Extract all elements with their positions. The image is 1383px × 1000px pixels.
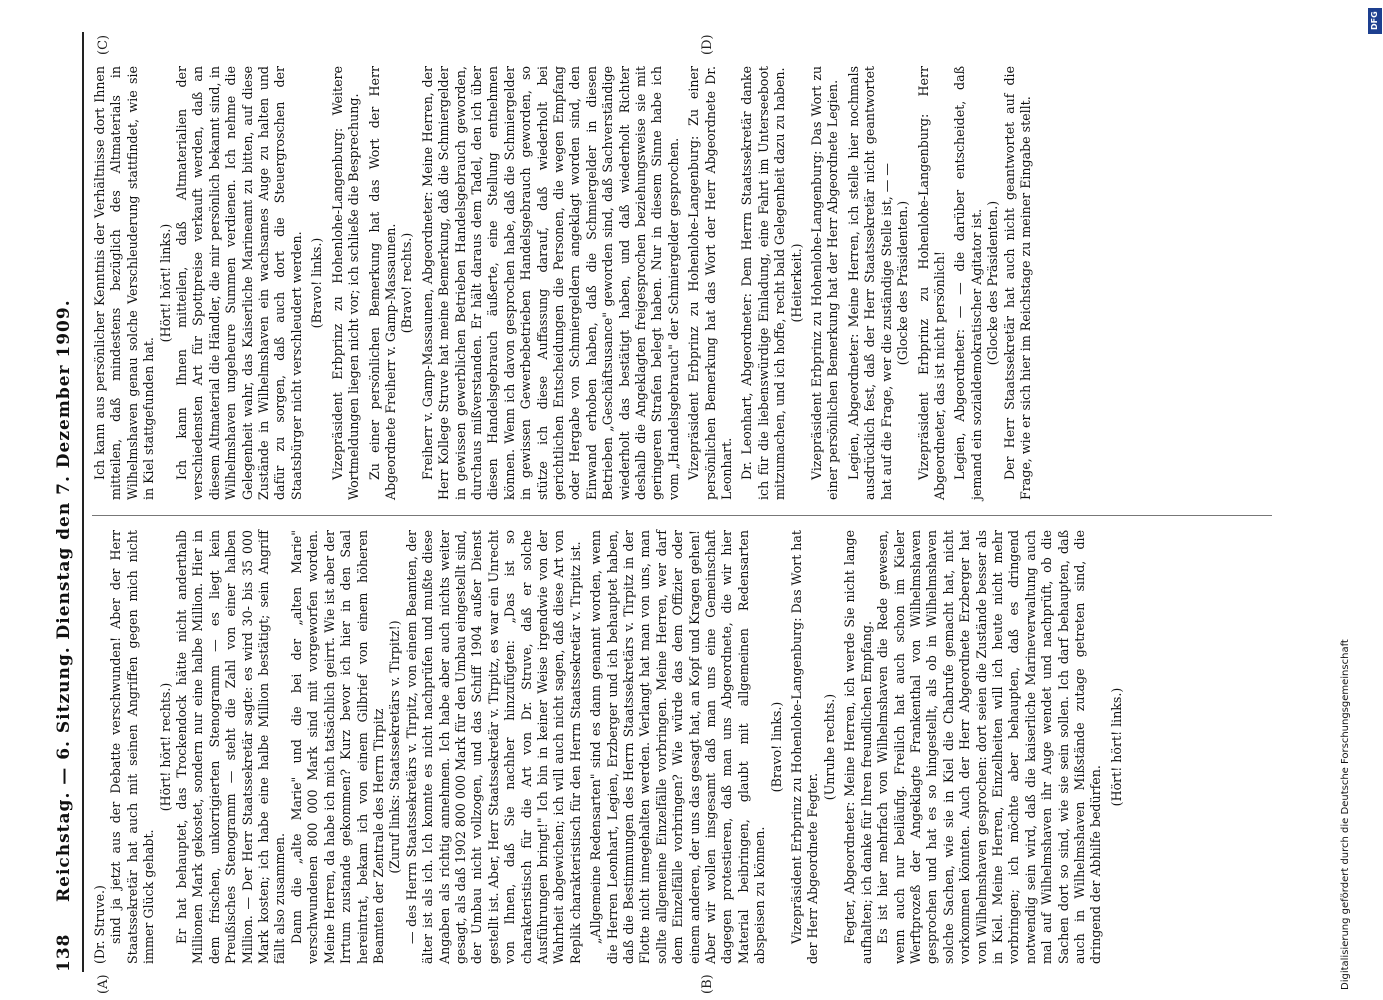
- speaker-paragraph: Vizepräsident Erbprinz zu Hohenlohe-Langenburg: Zu einer persönlichen Bemerkung hat das Wort der Herr Abgeordnete Dr. Leonhart.: [686, 66, 735, 500]
- side-notice: [1340, 20, 1355, 990]
- speaker-paragraph: Legien, Abgeordneter: — — die darüber entscheidet, daß jemand ein sozialdemokratischer Agitator ist.: [952, 66, 984, 500]
- interjection: (Bravo! links.): [309, 237, 325, 329]
- text-column-right: [92, 66, 1272, 500]
- page-title: Reichstag. — 6. Sitzung. Dienstag den 7. Dezember 1909.: [54, 299, 74, 902]
- interjection: (Glocke des Präsidenten.): [895, 200, 911, 366]
- interjection: (Hört! hört! links.): [1108, 687, 1124, 807]
- speaker-paragraph: Freiherr v. Gamp-Massaunen, Abgeordneter: Meine Herren, der Herr Kollege Struve hat meine Bemerkung, daß die Schmiergelder in gewissen gewerblichen Betrieben Handelsgebrauch geworden, durchaus mißverstanden. Er hält daraus dem Tadel, den ich über diesen Handelsgebrauch äußerte, eine Stellung entnehmen können. Wenn ich davon gesprochen habe, daß die Schmiergelder in gewissen Gewerbebetrieben Handelsgebrauch geworden, so stütze ich diese Auffassung darauf, daß wiederholt bei gerichtlichen Entscheidungen die Personen, die wegen Empfang oder Hergabe von Schmiergeldern angeklagt worden sind, den Einwand erhoben haben, daß die Schmiergelder in diesen Betrieben „Geschäftsusance" geworden sind, daß Sachverständige wiederholt das bestätigt haben, und daß wiederholt Richter deshalb die Angeklagten freigesprochen beziehungsweise sie mit geringeren Strafen belegt haben. Nur in diesem Sinne habe ich vom „Handelsgebrauch" der Schmiergelder gesprochen.: [419, 66, 681, 500]
- paragraph: „Allgemeine Redensarten" sind es dann genannt worden, wenn die Herren Leonhart, Legien, Erzberger und ich behauptet haben, daß die Bestimmungen des Herrn Staatssekretärs v. Tirpitz in der Flotte nicht innegehalten werden. Verlangt hat man von uns, man sollte allgemeine Einzelfälle vorbringen. Meine Herren, wer darf dem Einzelfälle vorbringen? Wie würde das dem Offizier oder einem anderen, der uns das gesagt hat, an Kopf und Kragen gehen! Aber wir wollen insgesamt daß man uns eine Gemeinschaft dagegen protestieren, daß man uns Abgeordnete, die wir hier Material beibringen, glaubt mit allgemeinen Redensarten abspeisen zu können.: [588, 530, 768, 964]
- speaker-paragraph: Vizepräsident Erbprinz zu Hohenlohe-Langenburg: Das Wort zu einer persönlichen Bemerkung hat der Herr Abgeordnete Legien.: [809, 66, 841, 500]
- paragraph: — des Herrn Staatssekretärs v. Tirpitz, von einem Beamten, der älter ist als ich. Ich konnte es nicht nachprüfen und mußte diese Angaben als richtig annehmen. Ich habe aber auch nichts weiter gesagt, als daß 1902 800 000 Mark für den Umbau eingestellt sind, der Umbau nicht vollzogen, und das Schiff 1904 außer Dienst gestellt ist. Aber, Herr Staatssekretär v. Tirpitz, es war ein Unrecht von Ihnen, daß Sie nachher hinzufügten: „Das ist so charakteristisch für die Art von Dr. Struve, daß er solche Ausführungen bringt!" Ich bin in keiner Weise irgendwie von der Wahrheit abgewichen; ich will auch nicht sagen, daß diese Art von Replik charakteristisch für den Herrn Staatssekretär v. Tirpitz ist.: [403, 530, 583, 964]
- speaker-paragraph: Vizepräsident Erbprinz zu Hohenlohe-Langenburg: Weitere Wortmeldungen liegen nicht vor; ich schließe die Besprechung.: [329, 66, 362, 500]
- dfg-logo: DFG: [1368, 8, 1382, 34]
- interjection: (Bravo! rechts.): [399, 232, 415, 334]
- interjection: (Hört! hört! links.): [157, 223, 173, 343]
- side-notice-text: Digitalisierung gefördert durch die Deutsche Forschungsgemeinschaft: [1340, 639, 1351, 990]
- speaker-paragraph: Vizepräsident Erbprinz zu Hohenlohe-Langenburg: Das Wort hat der Herr Abgeordnete Fegter.: [789, 530, 821, 964]
- page-number: 138: [54, 933, 74, 972]
- page-header: [50, 32, 80, 972]
- paragraph: Ich kann aus persönlicher Kenntnis der Verhältnisse dort Ihnen mitteilen, daß mindestens bezüglich des Altmaterials in Wilhelmshaven genau solche Verschleuderung stattfindet, wie sie in Kiel stattgefunden hat.: [92, 66, 157, 500]
- paragraph: Zu einer persönlichen Bemerkung hat das Wort der Herr Abgeordnete Freiherr v. Gamp-Massaunen.: [366, 66, 398, 500]
- paragraph: (Dr. Struve.): [92, 885, 107, 964]
- speaker-paragraph: Fegter, Abgeordneter: Meine Herren, ich werde Sie nicht lange aufhalten; ich danke für Ihren freundlichen Empfang.: [842, 530, 874, 964]
- margin-mark-d: (D): [700, 34, 715, 55]
- paragraph: sind ja jetzt aus der Debatte verschwunden! Aber der Herr Staatssekretär hat auch mit seinen Angriffen gegen mich nicht immer Glück gehabt.: [108, 530, 157, 964]
- paragraph: Der Herr Staatssekretär hat auch nicht geantwortet auf die Frage, wie er sich hier im Reichstage zu meiner Eingabe stellt.: [1001, 66, 1033, 500]
- text-column-left: [92, 530, 1282, 964]
- interjection: (Glocke des Präsidenten.): [985, 200, 1001, 366]
- speaker-paragraph: Vizepräsident Erbprinz zu Hohenlohe-Langenburg: Herr Abgeordneter, das ist nicht persönlich!: [915, 66, 947, 500]
- speaker-paragraph: Legien, Abgeordneter: Meine Herren, ich stelle hier nochmals ausdrücklich fest, daß der Herr Staatssekretär nicht geantwortet hat auf die Frage, wer die zuständige Stelle ist, — —: [845, 66, 894, 500]
- paragraph: Es ist hier mehrfach von Wilhelmshaven die Rede gewesen, wenn auch nur beiläufig. Freilich hat auch schon im Kieler Werftprozeß der Angeklagte Frankenthal von Wilhelmshaven gesprochen und hat es so hingestellt, als ob in Wilhelmshaven solche Sachen, wie sie in Kiel die Chabrufe gemacht hat, nicht vorkommen könnten. Auch der Herr Abgeordnete Erzberger hat von Wilhelmshaven gesprochen: dort seien die Zustände besser als in Kiel. Meine Herren, Einzelheiten will ich heute nicht mehr vorbringen; ich möchte aber behaupten, daß es dringend notwendig sein wird, daß die kaiserliche Marineverwaltung auch mal auf Wilhelmshaven ihr Auge wendet und nachprüft, ob die Sachen dort so sind, wie sie sein sollen. Ich darf behaupten, daß auch in Wilhelmshaven Mißstände zutage getreten sind, die dringend der Abhilfe bedürfen.: [875, 530, 1104, 964]
- interjection: (Heiterkeit.): [788, 243, 804, 323]
- column-divider: [92, 515, 1272, 516]
- interjection: (Unruhe rechts.): [821, 693, 837, 801]
- speaker-paragraph: Dr. Leonhart, Abgeordneter: Dem Herrn Staatssekretär danke ich für die liebenswürdige Einladung, eine Fahrt im Unterseeboot mitzumachen, und ich hoffe, recht bald Gelegenheit dazu zu haben.: [739, 66, 788, 500]
- margin-mark-b: (B): [700, 974, 715, 994]
- paragraph: Ich kann Ihnen mitteilen, daß Altmaterialien der verschiedensten Art für Spottpreise verkauft werden, daß an diesem Altmaterial die Händler, die mir persönlich bekannt sind, in Wilhelmshaven ungeheure Summen verdienen. Ich nehme die Gelegenheit wahr, das Kaiserliche Marineamt zu bitten, auf diese Zustände in Wilhelmshaven ein wachsames Auge zu halten und dafür zu sorgen, daß auch dort die Steuergroschen der Staatsbürger nicht verschleudert werden.: [174, 66, 304, 500]
- margin-mark-a: (A): [96, 974, 111, 994]
- paragraph: Er hat behauptet, das Trockendock hätte nicht anderthalb Millionen Mark gekostet, sondern nur eine halbe Million. Hier in dem frischen, unkorrigierten Stenogramm — es liegt kein Preußisches Stenogramm — steht die Zahl von einer halben Million. — Der Herr Staatssekretär sagte: es wird 30- bis 35 000 Mark kosten; ich habe eine halbe Million bestätigt; sein Angriff fällt also zusammen.: [174, 530, 288, 964]
- paragraph: Dann die „alte Marie" und die bei der „alten Marie" verschwundenen 800 000 Mark sind mit vorgeworfen worden. Meine Herren, da habe ich mich tatsächlich geirrt. Wie ist aber der Irrtum zustande gekommen? Kurz bevor ich hier in den Saal hereintrat, bekam ich von einem Gilbrief von einem höheren Beamten der Zentrale des Herrn Tirpitz: [288, 530, 386, 964]
- interjection: (Hört! hört! rechts.): [157, 682, 173, 812]
- header-rule: [82, 32, 84, 972]
- interjection: (Bravo! links.): [768, 701, 784, 793]
- margin-mark-c: (C): [96, 34, 111, 55]
- interjection: (Zuruf links: Staatssekretärs v. Tirpitz!): [387, 620, 403, 874]
